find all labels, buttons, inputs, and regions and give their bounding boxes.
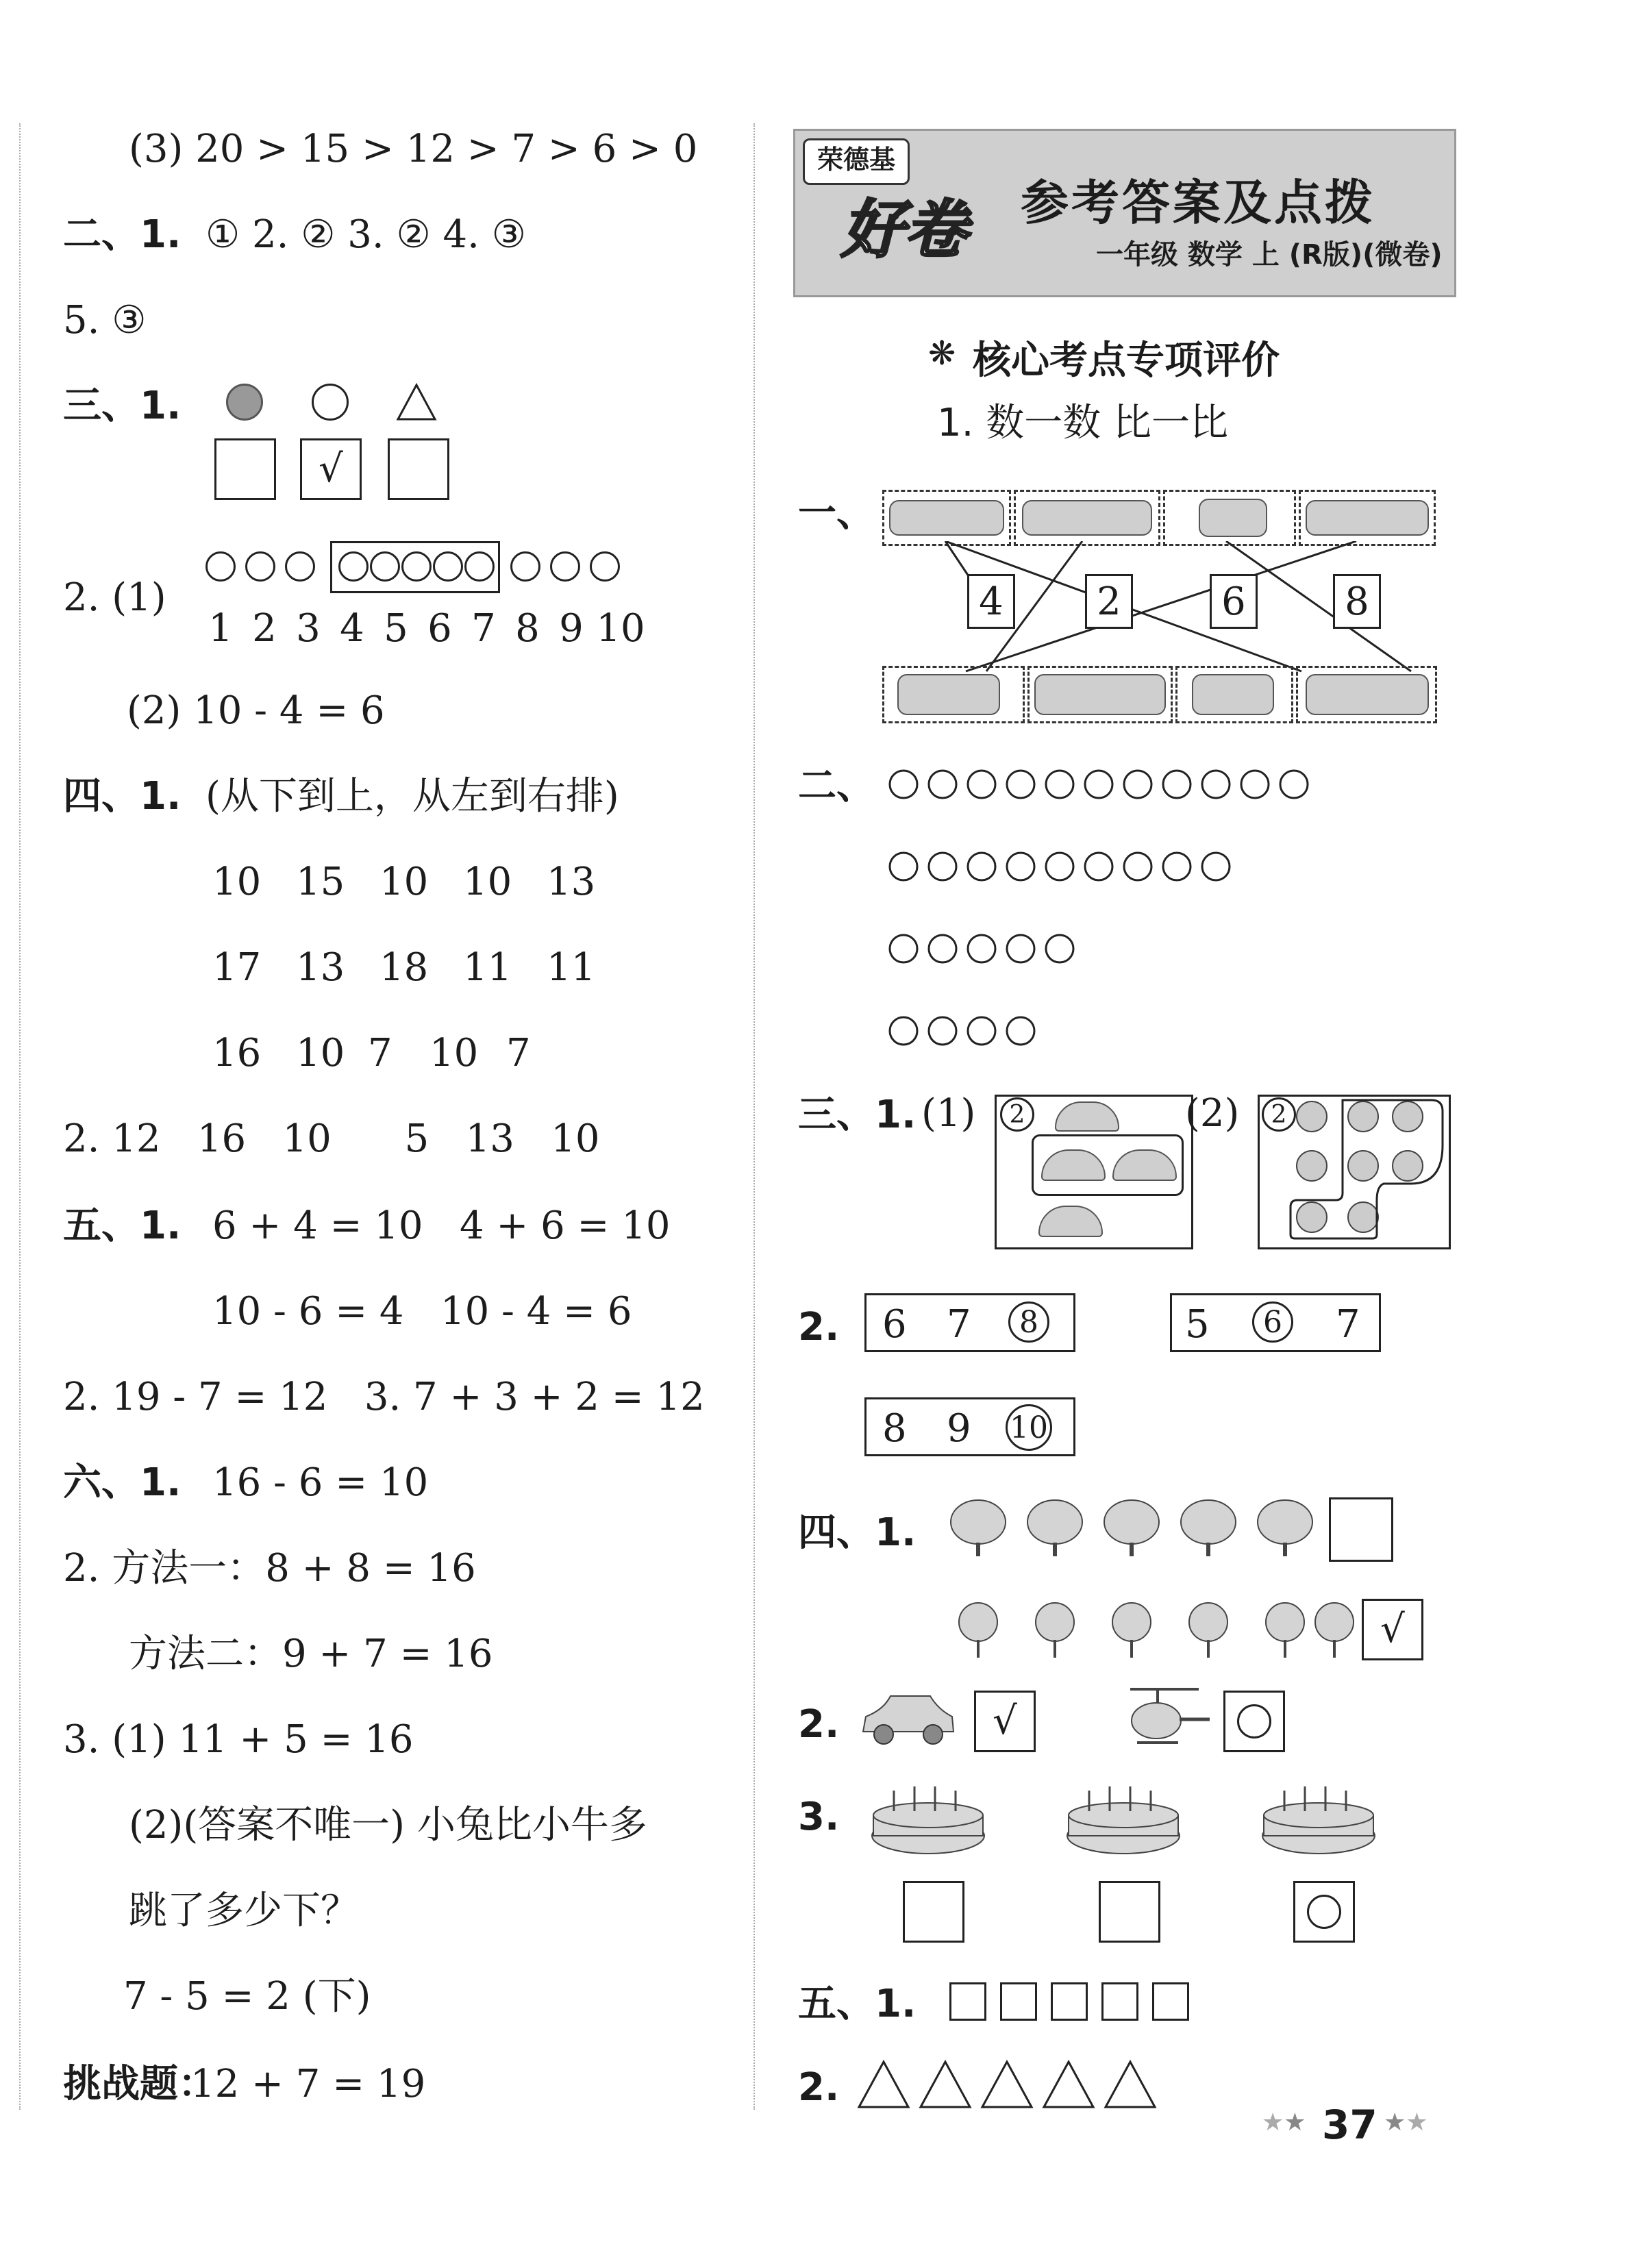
car-picture bbox=[856, 1689, 959, 1751]
paw-icon: ❋ bbox=[928, 334, 956, 373]
section-4-note: (从下到上，从左到右排) bbox=[205, 774, 619, 819]
q3-2-label: 2. bbox=[798, 1305, 840, 1349]
q1-label: 一、 bbox=[798, 491, 875, 536]
count-box: 8 bbox=[1333, 574, 1381, 629]
circle-mark-icon bbox=[1307, 1895, 1341, 1929]
answer-box-checked: √ bbox=[1362, 1599, 1423, 1660]
helicopter-picture bbox=[1117, 1680, 1212, 1748]
grouped-apples bbox=[1288, 1097, 1445, 1241]
circle-row bbox=[510, 551, 620, 584]
section-5-label: 五、1. bbox=[63, 1204, 182, 1248]
brand-badge: 荣德基 bbox=[803, 138, 910, 185]
drawn-square bbox=[1051, 1982, 1088, 2021]
section-6-q3c: 跳了多少下？ bbox=[129, 1889, 359, 1933]
number-line: 1 2 3 4 5 6 7 8 9 10 bbox=[208, 606, 645, 651]
left-margin-line bbox=[19, 123, 21, 2110]
answer-box bbox=[214, 438, 276, 500]
circle-row-9 bbox=[888, 849, 1244, 884]
section-6-q1: 16 - 6 = 10 bbox=[212, 1460, 429, 1505]
trees-row bbox=[945, 1497, 1322, 1559]
circle-row-boxed bbox=[338, 551, 495, 584]
drawn-square bbox=[949, 1982, 986, 2021]
section-4-row3: 16 10 7 10 7 bbox=[212, 1031, 531, 1075]
circle-icon bbox=[312, 384, 349, 421]
pictures-pandas bbox=[1199, 499, 1267, 537]
sequence-number: 9 bbox=[947, 1406, 971, 1451]
section-5-q2: 2. 19 - 7 = 12 3. 7 + 3 + 2 = 12 bbox=[63, 1375, 705, 1419]
section-2-answers: ① 2. ② 3. ② 4. ③ bbox=[205, 212, 526, 257]
answer-box-checked: √ bbox=[300, 438, 362, 500]
sequence-number: 7 bbox=[1336, 1302, 1360, 1347]
challenge-answer: 12 + 7 = 19 bbox=[190, 2062, 426, 2106]
pictures-children bbox=[897, 674, 1000, 715]
section-3-label: 三、1. bbox=[63, 384, 182, 428]
section-5-q1a: 6 + 4 = 10 4 + 6 = 10 bbox=[212, 1204, 671, 1248]
pictures-chicks bbox=[1192, 674, 1274, 715]
section-2-q5: 5. ③ bbox=[63, 298, 147, 342]
circled-answer: 2 bbox=[1000, 1097, 1034, 1132]
stars-right-icon: ★★ bbox=[1384, 2108, 1428, 2136]
section-3-q2-label: 2. (1) bbox=[63, 575, 166, 620]
column-divider bbox=[753, 123, 755, 2110]
q5-label: 五、1. bbox=[798, 1982, 917, 2026]
section-4-row1: 10 15 10 10 13 bbox=[212, 860, 596, 904]
pictures-jars bbox=[1034, 674, 1166, 715]
page-number: 37 bbox=[1322, 2102, 1378, 2148]
count-box: 2 bbox=[1085, 574, 1133, 629]
drawn-square bbox=[1000, 1982, 1037, 2021]
pictures-candies bbox=[1306, 500, 1429, 536]
circle-row bbox=[205, 551, 315, 584]
q4-label: 四、1. bbox=[798, 1510, 917, 1555]
q3-label: 三、1. bbox=[798, 1093, 917, 1137]
drawn-square bbox=[1101, 1982, 1138, 2021]
q3-sub1-label: (1) bbox=[921, 1091, 976, 1136]
section-6-q3d: 7 - 5 = 2 (下) bbox=[123, 1974, 371, 2019]
cakes-row bbox=[863, 1781, 1411, 1863]
section-2-label: 二、1. bbox=[63, 212, 182, 257]
section-4-row2: 17 13 18 11 11 bbox=[212, 945, 596, 990]
circled-answer: 6 bbox=[1252, 1301, 1293, 1343]
q5-2-label: 2. bbox=[798, 2065, 840, 2110]
section-6-q3b: (2)(答案不唯一) 小兔比小牛多 bbox=[129, 1803, 647, 1847]
q4-3-label: 3. bbox=[798, 1795, 840, 1839]
section-title: 核心考点专项评价 bbox=[973, 338, 1280, 383]
q4-2-label: 2. bbox=[798, 1702, 840, 1747]
lesson-title: 1. 数一数 比一比 bbox=[937, 401, 1229, 445]
section-4-label: 四、1. bbox=[63, 774, 182, 819]
logo: 好卷 bbox=[841, 193, 968, 266]
sequence-number: 7 bbox=[947, 1302, 971, 1347]
answer-box bbox=[1329, 1497, 1393, 1562]
pictures-apples bbox=[1306, 674, 1429, 715]
circle-mark-icon bbox=[1237, 1704, 1271, 1739]
circle-row-4 bbox=[888, 1014, 1059, 1048]
sequence-number: 8 bbox=[882, 1406, 907, 1451]
section-5-q1b: 10 - 6 = 4 10 - 4 = 6 bbox=[212, 1289, 632, 1334]
challenge-label: 挑战题： bbox=[63, 2062, 216, 2106]
pictures-boats bbox=[1022, 500, 1152, 536]
section-6-q2: 2. 方法一：8 + 8 = 16 bbox=[63, 1546, 476, 1591]
header-subtitle: 一年级 数学 上 (R版)(微卷) bbox=[1096, 239, 1443, 271]
circled-answer: 2 bbox=[1262, 1097, 1296, 1132]
triangle-icon bbox=[396, 382, 437, 422]
answer-box-checked: √ bbox=[974, 1691, 1036, 1752]
q3-sub2-label: (2) bbox=[1185, 1091, 1240, 1136]
header-title: 参考答案及点拨 bbox=[1021, 175, 1375, 231]
answer-box bbox=[388, 438, 449, 500]
section-6-q2b: 方法二：9 + 7 = 16 bbox=[129, 1632, 493, 1676]
section-3-q2b: (2) 10 - 4 = 6 bbox=[127, 688, 385, 733]
drawn-triangles bbox=[858, 2058, 1186, 2113]
circled-answer: 8 bbox=[1008, 1301, 1049, 1343]
section-4-q2: 2. 12 16 10 5 13 10 bbox=[63, 1117, 600, 1161]
filled-circle-icon bbox=[226, 384, 263, 421]
pictures-animals bbox=[889, 500, 1004, 536]
count-box: 6 bbox=[1210, 574, 1258, 629]
circle-row-11 bbox=[888, 767, 1326, 801]
section-6-q3: 3. (1) 11 + 5 = 16 bbox=[63, 1717, 414, 1762]
circled-answer: 10 bbox=[1006, 1404, 1052, 1451]
count-box: 4 bbox=[967, 574, 1015, 629]
sequence-number: 6 bbox=[882, 1302, 907, 1347]
answer-box bbox=[903, 1881, 964, 1943]
drawn-square bbox=[1152, 1982, 1189, 2021]
sequence-number: 5 bbox=[1185, 1302, 1210, 1347]
section-6-label: 六、1. bbox=[63, 1460, 182, 1505]
answer-line-3: (3) 20 > 15 > 12 > 7 > 6 > 0 bbox=[129, 127, 698, 171]
stars-left-icon: ★★ bbox=[1262, 2108, 1306, 2136]
answer-box bbox=[1099, 1881, 1160, 1943]
q2-label: 二、 bbox=[798, 764, 875, 808]
circle-row-5 bbox=[888, 932, 1093, 966]
flowers-row bbox=[945, 1599, 1370, 1660]
